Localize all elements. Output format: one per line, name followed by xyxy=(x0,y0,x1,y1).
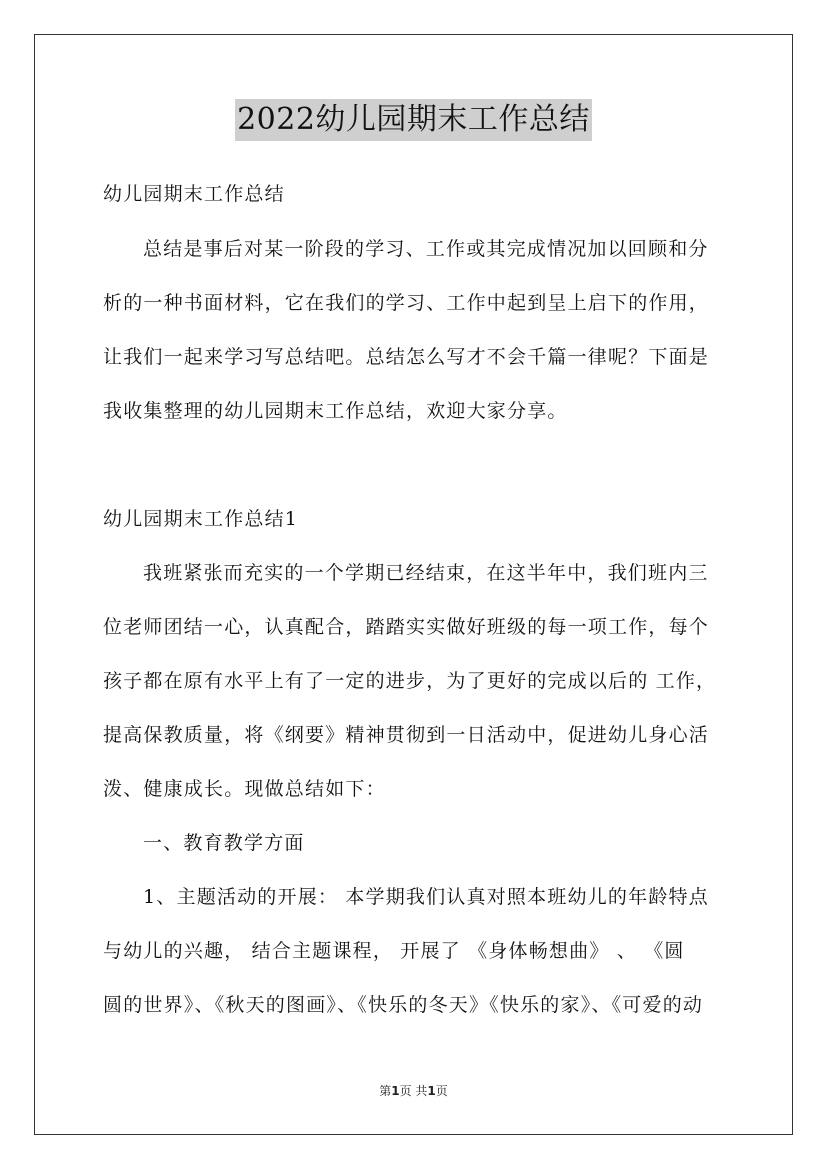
paragraph-line: 孩子都在原有水平上有了一定的进步，为了更好的完成以后的 工作， xyxy=(103,670,717,692)
paragraph-line: 我班紧张而充实的一个学期已经结束，在这半年中，我们班内三 xyxy=(143,562,709,584)
page-footer xyxy=(0,1083,827,1099)
paragraph-line: 1、主题活动的开展： 本学期我们认真对照本班幼儿的年龄特点 xyxy=(143,886,709,908)
paragraph-line: 泼、健康成长。现做总结如下： xyxy=(103,778,386,800)
paragraph-line: 与幼儿的兴趣， 结合主题课程， 开展了 《身体畅想曲》 、 《圆 xyxy=(103,940,685,962)
paragraph-line: 提高保教质量，将《纲要》精神贯彻到一日活动中，促进幼儿身心活 xyxy=(103,724,710,746)
paragraph-line: 位老师团结一心，认真配合，踏踏实实做好班级的每一项工作，每个 xyxy=(103,616,710,638)
page-label-suffix: 页 xyxy=(435,1084,448,1098)
paragraph-line: 析的一种书面材料，它在我们的学习、工作中起到呈上启下的作用， xyxy=(103,292,710,314)
page-label-prefix: 第 xyxy=(379,1084,392,1098)
subsection-heading: 一、教育教学方面 xyxy=(143,832,305,854)
paragraph-line: 总结是事后对某一阶段的学习、工作或其完成情况加以回顾和分 xyxy=(143,238,709,260)
paragraph-line: 我收集整理的幼儿园期末工作总结，欢迎大家分享。 xyxy=(103,400,568,422)
paragraph-line: 圆的世界》、《秋天的图画》、《快乐的冬天》《快乐的家》、《可爱的动 xyxy=(103,994,704,1016)
section-heading: 幼儿园期末工作总结 xyxy=(103,183,285,205)
total-page-number: 1 xyxy=(427,1084,436,1098)
paragraph-line: 让我们一起来学习写总结吧。总结怎么写才不会千篇一律呢？下面是 xyxy=(103,346,710,368)
title-container xyxy=(0,99,827,141)
document-title: 2022幼儿园期末工作总结 xyxy=(235,99,592,141)
current-page-number: 1 xyxy=(391,1084,400,1098)
page-label-mid: 页 共 xyxy=(399,1084,428,1098)
section-heading: 幼儿园期末工作总结1 xyxy=(103,508,299,530)
